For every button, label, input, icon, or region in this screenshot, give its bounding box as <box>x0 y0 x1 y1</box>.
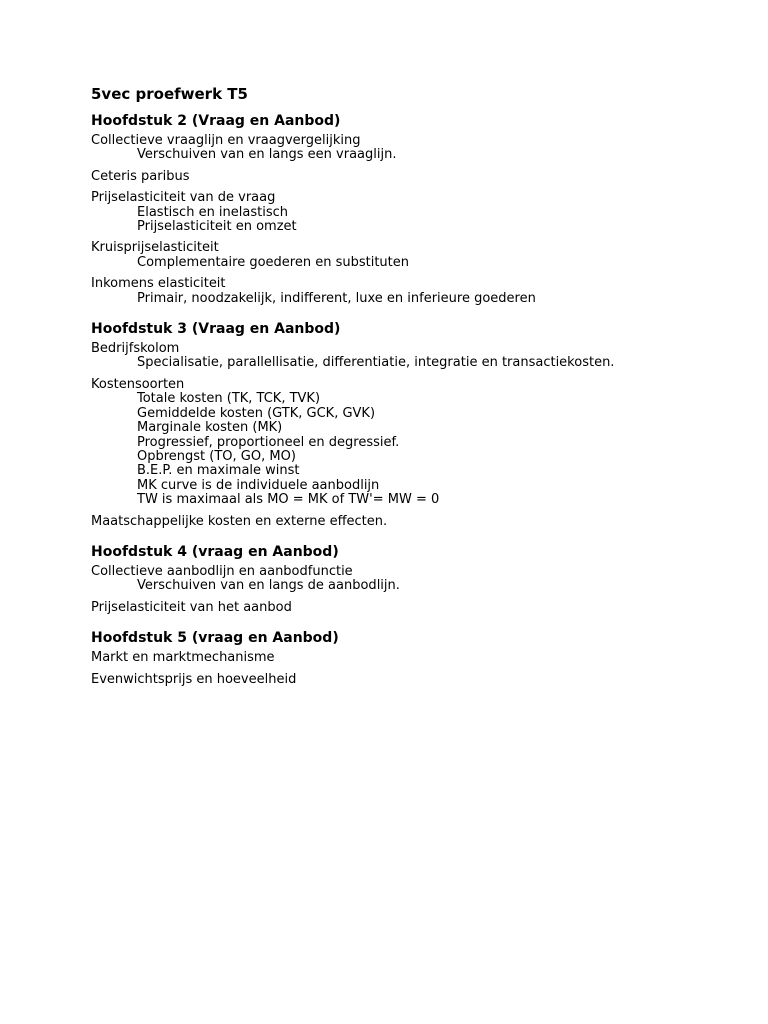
document-page <box>91 84 731 694</box>
topic-label: Kruisprijselasticiteit <box>91 240 219 256</box>
topic-block <box>91 191 731 234</box>
topic-block <box>91 277 731 306</box>
topic-block <box>91 134 731 163</box>
chapter-list <box>91 111 731 687</box>
sub-item: Complementaire goederen en substituten <box>137 254 409 270</box>
sub-item: Verschuiven van en langs de aanbodlijn. <box>137 578 400 594</box>
topic-label: Collectieve aanbodlijn en aanbodfunctie <box>91 563 353 579</box>
sub-item: Verschuiven van en langs een vraaglijn. <box>137 147 397 163</box>
sub-item: Opbrengst (TO, GO, MO) <box>137 448 296 464</box>
chapter-section <box>91 542 731 615</box>
sub-item: Primair, noodzakelijk, indifferent, luxe en inferieure goederen <box>137 290 536 306</box>
topic-label: Prijselasticiteit van het aanbod <box>91 599 292 615</box>
sub-item: B.E.P. en maximale winst <box>137 463 300 479</box>
topic-block <box>91 378 731 508</box>
chapter-heading: Hoofdstuk 4 (vraag en Aanbod) <box>91 543 339 560</box>
sub-item: Gemiddelde kosten (GTK, GCK, GVK) <box>137 405 376 421</box>
topic-label: Collectieve vraaglijn en vraagvergelijking <box>91 133 361 148</box>
topic-block <box>91 170 731 184</box>
document-title: 5vec proefwerk T5 <box>91 85 248 103</box>
topic-label: Maatschappelijke kosten en externe effecten. <box>91 513 388 529</box>
chapter-section <box>91 319 731 529</box>
topic-block <box>91 241 731 270</box>
topic-label: Inkomens elasticiteit <box>91 276 226 292</box>
chapter-heading: Hoofdstuk 5 (vraag en Aanbod) <box>91 630 339 647</box>
topic-block <box>91 601 731 615</box>
topic-block <box>91 565 731 594</box>
sub-item: Specialisatie, parallellisatie, differentiatie, integratie en transactiekosten. <box>137 355 615 371</box>
topic-block <box>91 651 731 665</box>
chapter-section <box>91 111 731 306</box>
topic-label: Kostensoorten <box>91 376 185 392</box>
chapter-heading: Hoofdstuk 3 (Vraag en Aanbod) <box>91 321 341 338</box>
sub-item: Elastisch en inelastisch <box>137 204 289 220</box>
topic-label: Markt en marktmechanisme <box>91 650 275 666</box>
topic-label: Ceteris paribus <box>91 168 190 184</box>
chapter-section <box>91 628 731 687</box>
sub-item: Marginale kosten (MK) <box>137 420 283 436</box>
sub-item: Progressief, proportioneel en degressief. <box>137 434 400 450</box>
sub-item: Totale kosten (TK, TCK, TVK) <box>137 391 321 407</box>
topic-block <box>91 515 731 529</box>
sub-item: Prijselasticiteit en omzet <box>137 219 297 235</box>
topic-label: Bedrijfskolom <box>91 341 180 357</box>
topic-block <box>91 673 731 687</box>
topic-label: Prijselasticiteit van de vraag <box>91 190 276 206</box>
topic-block <box>91 342 731 371</box>
sub-item: MK curve is de individuele aanbodlijn <box>137 477 380 493</box>
sub-item: TW is maximaal als MO = MK of TW'= MW = 0 <box>137 492 440 508</box>
topic-label: Evenwichtsprijs en hoeveelheid <box>91 671 297 687</box>
chapter-heading: Hoofdstuk 2 (Vraag en Aanbod) <box>91 113 341 129</box>
